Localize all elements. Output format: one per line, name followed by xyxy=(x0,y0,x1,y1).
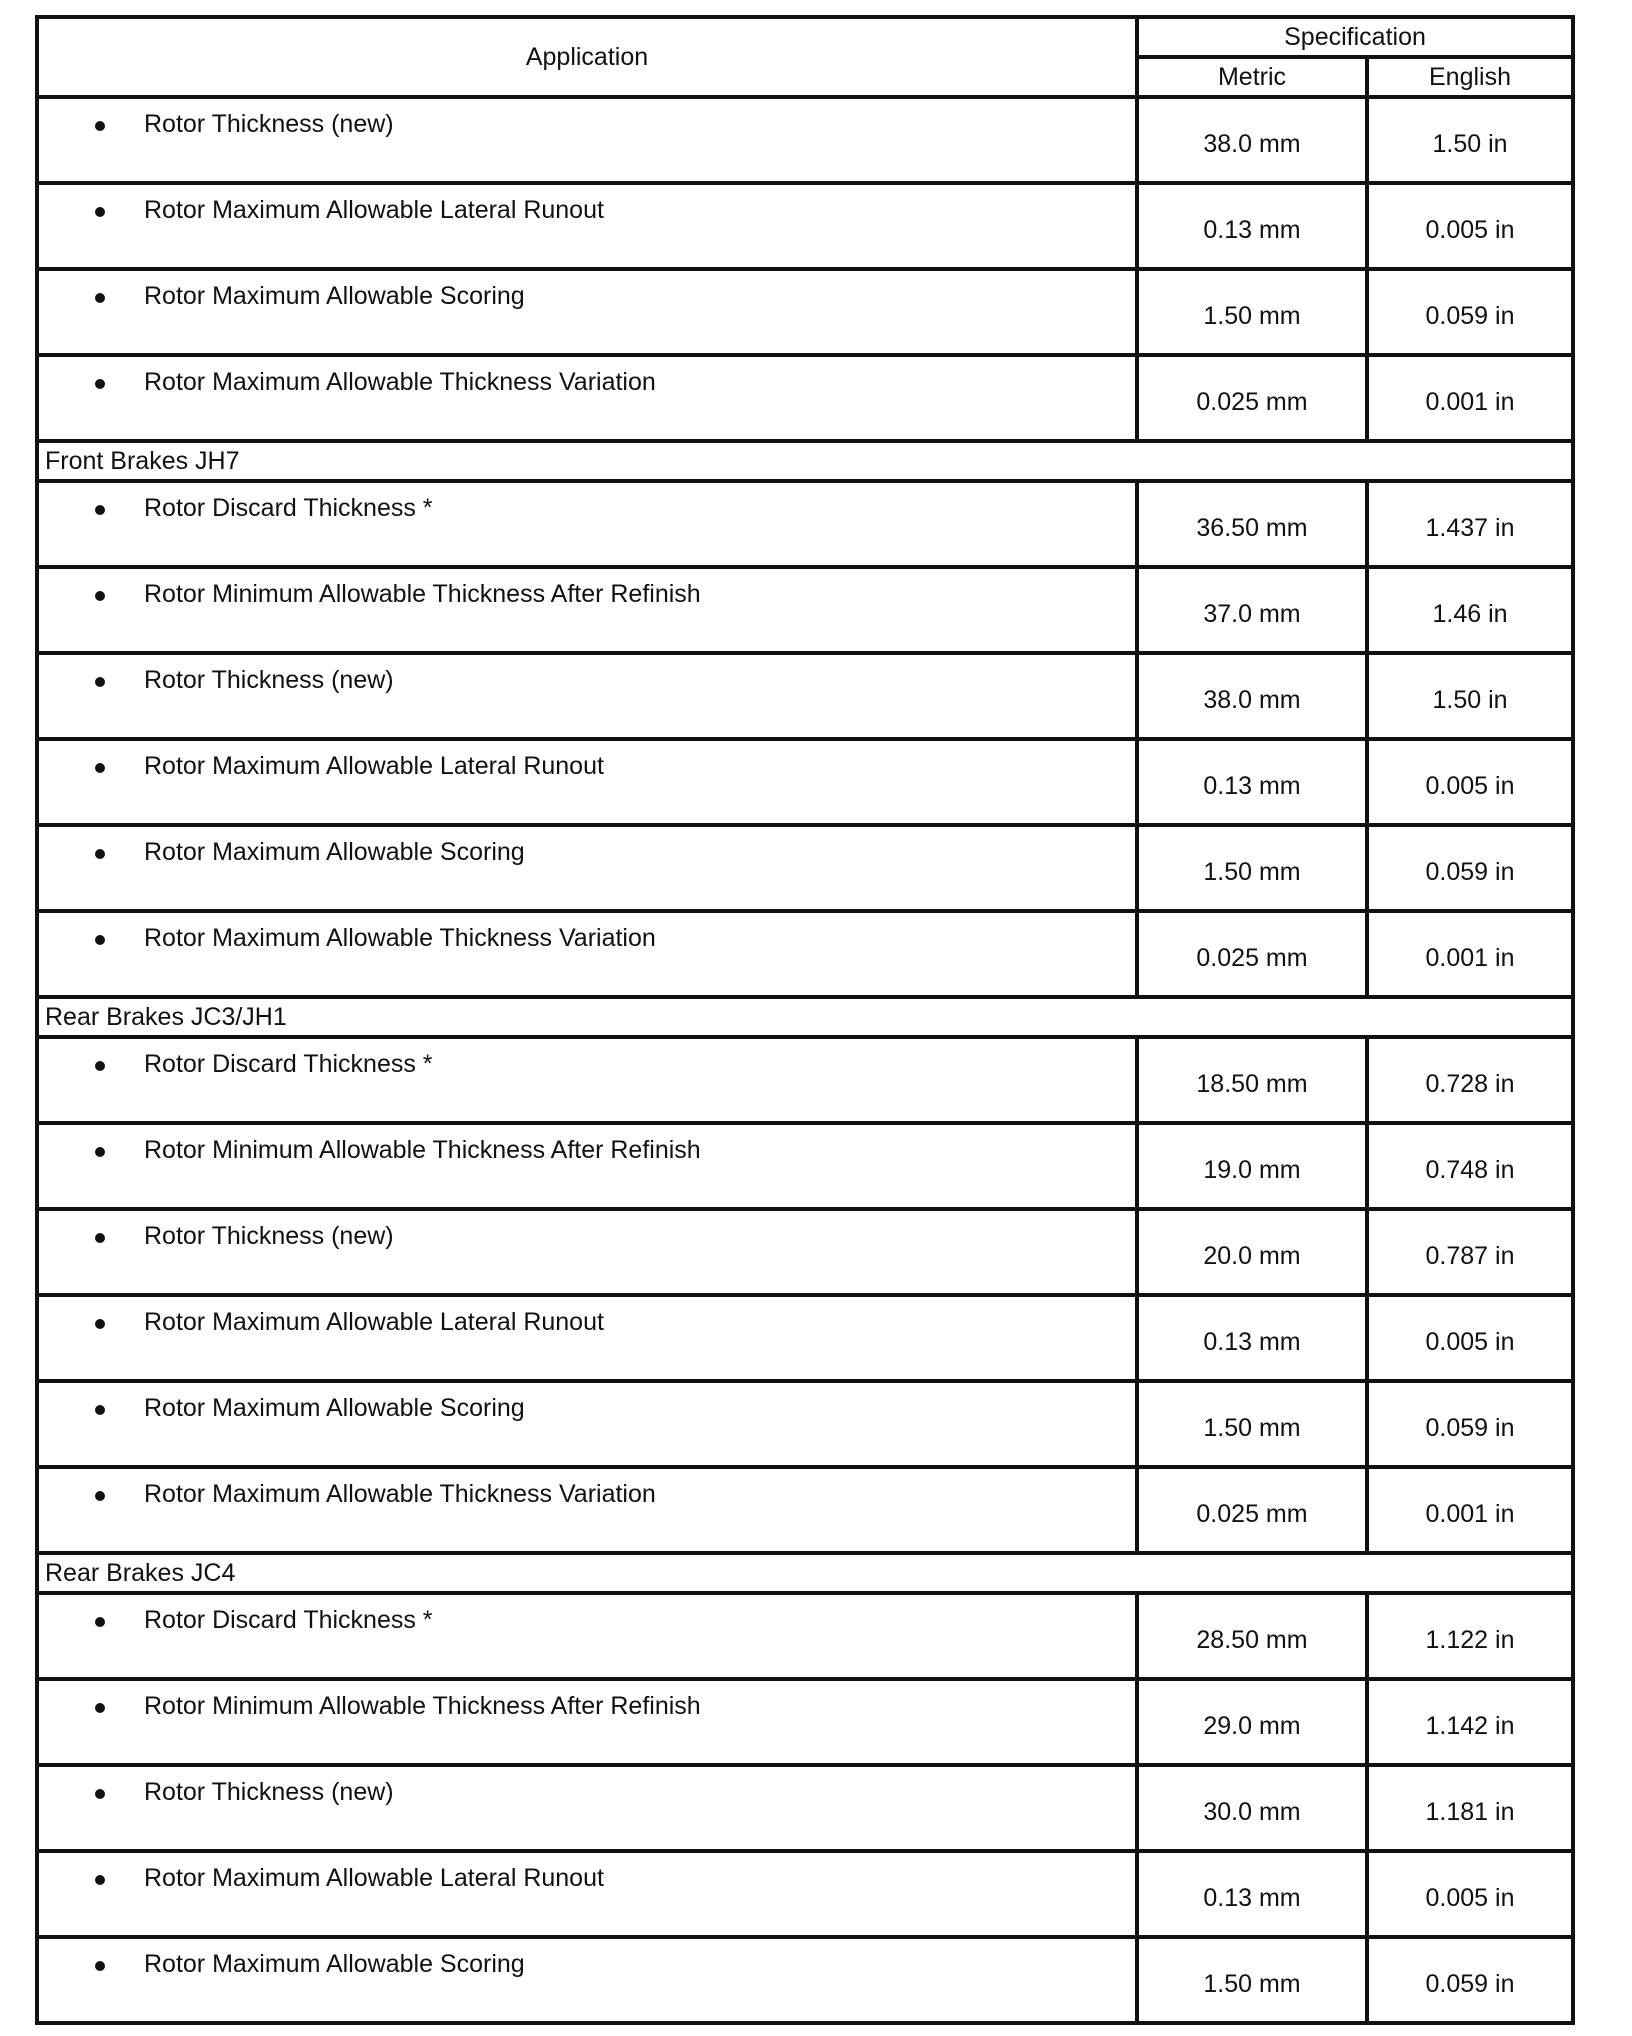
application-label: Rotor Maximum Allowable Lateral Runout xyxy=(144,196,604,224)
application-cell xyxy=(37,481,1137,567)
application-label: Rotor Minimum Allowable Thickness After Refinish xyxy=(144,1692,701,1720)
bullet-icon xyxy=(95,1789,105,1799)
bullet-icon xyxy=(95,1233,105,1243)
application-label: Rotor Thickness (new) xyxy=(144,110,394,138)
table-row xyxy=(37,1467,1573,1553)
section-row xyxy=(37,1553,1573,1593)
metric-value: 0.13 mm xyxy=(1137,739,1367,825)
english-value: 0.001 in xyxy=(1367,1467,1573,1553)
application-label: Rotor Discard Thickness * xyxy=(144,494,433,522)
metric-value: 0.025 mm xyxy=(1137,1467,1367,1553)
table-row xyxy=(37,1765,1573,1851)
table-row xyxy=(37,739,1573,825)
application-label: Rotor Maximum Allowable Scoring xyxy=(144,282,525,310)
bullet-icon xyxy=(95,935,105,945)
application-label: Rotor Maximum Allowable Lateral Runout xyxy=(144,752,604,780)
metric-value: 36.50 mm xyxy=(1137,481,1367,567)
english-value: 1.50 in xyxy=(1367,97,1573,183)
bullet-icon xyxy=(95,1961,105,1971)
metric-value: 18.50 mm xyxy=(1137,1037,1367,1123)
application-cell xyxy=(37,355,1137,441)
bullet-icon xyxy=(95,849,105,859)
application-cell xyxy=(37,1679,1137,1765)
section-label: Rear Brakes JC3/JH1 xyxy=(37,997,1573,1037)
bullet-icon xyxy=(95,121,105,131)
application-label: Rotor Minimum Allowable Thickness After Refinish xyxy=(144,1136,701,1164)
bullet-icon xyxy=(95,763,105,773)
section-row xyxy=(37,441,1573,481)
application-cell xyxy=(37,825,1137,911)
bullet-icon xyxy=(95,379,105,389)
english-value: 0.001 in xyxy=(1367,355,1573,441)
application-label: Rotor Maximum Allowable Lateral Runout xyxy=(144,1308,604,1336)
application-cell xyxy=(37,911,1137,997)
table-row xyxy=(37,1209,1573,1295)
english-value: 0.059 in xyxy=(1367,1937,1573,2023)
application-cell xyxy=(37,1937,1137,2023)
english-value: 1.122 in xyxy=(1367,1593,1573,1679)
english-header: English xyxy=(1367,57,1573,97)
application-cell xyxy=(37,1295,1137,1381)
bullet-icon xyxy=(95,1703,105,1713)
table-row xyxy=(37,97,1573,183)
bullet-icon xyxy=(95,505,105,515)
english-value: 0.001 in xyxy=(1367,911,1573,997)
metric-value: 1.50 mm xyxy=(1137,269,1367,355)
table-row xyxy=(37,1381,1573,1467)
application-label: Rotor Minimum Allowable Thickness After Refinish xyxy=(144,580,701,608)
metric-value: 28.50 mm xyxy=(1137,1593,1367,1679)
metric-value: 0.025 mm xyxy=(1137,355,1367,441)
application-label: Rotor Discard Thickness * xyxy=(144,1606,433,1634)
bullet-icon xyxy=(95,293,105,303)
application-cell xyxy=(37,1209,1137,1295)
application-cell xyxy=(37,183,1137,269)
english-value: 0.787 in xyxy=(1367,1209,1573,1295)
table-row xyxy=(37,183,1573,269)
table-body xyxy=(37,97,1573,2023)
english-value: 0.059 in xyxy=(1367,825,1573,911)
table-row xyxy=(37,1037,1573,1123)
table-row xyxy=(37,1679,1573,1765)
application-cell xyxy=(37,1037,1137,1123)
application-label: Rotor Maximum Allowable Scoring xyxy=(144,838,525,866)
metric-value: 19.0 mm xyxy=(1137,1123,1367,1209)
metric-value: 1.50 mm xyxy=(1137,1937,1367,2023)
metric-value: 0.13 mm xyxy=(1137,183,1367,269)
application-cell xyxy=(37,1765,1137,1851)
metric-value: 37.0 mm xyxy=(1137,567,1367,653)
table-row xyxy=(37,567,1573,653)
application-label: Rotor Thickness (new) xyxy=(144,666,394,694)
application-cell xyxy=(37,567,1137,653)
table-row xyxy=(37,653,1573,739)
english-value: 0.005 in xyxy=(1367,1295,1573,1381)
english-value: 0.005 in xyxy=(1367,739,1573,825)
english-value: 0.005 in xyxy=(1367,183,1573,269)
application-cell xyxy=(37,1467,1137,1553)
table-row xyxy=(37,1593,1573,1679)
application-cell xyxy=(37,1123,1137,1209)
specification-header: Specification xyxy=(1137,17,1573,57)
english-value: 0.059 in xyxy=(1367,1381,1573,1467)
table-row xyxy=(37,1123,1573,1209)
bullet-icon xyxy=(95,1875,105,1885)
metric-value: 1.50 mm xyxy=(1137,825,1367,911)
metric-value: 0.025 mm xyxy=(1137,911,1367,997)
english-value: 1.46 in xyxy=(1367,567,1573,653)
english-value: 0.748 in xyxy=(1367,1123,1573,1209)
application-cell xyxy=(37,1593,1137,1679)
metric-header: Metric xyxy=(1137,57,1367,97)
table-row xyxy=(37,825,1573,911)
metric-value: 20.0 mm xyxy=(1137,1209,1367,1295)
bullet-icon xyxy=(95,1491,105,1501)
english-value: 0.059 in xyxy=(1367,269,1573,355)
table-row xyxy=(37,1295,1573,1381)
application-cell xyxy=(37,269,1137,355)
bullet-icon xyxy=(95,1061,105,1071)
metric-value: 29.0 mm xyxy=(1137,1679,1367,1765)
section-row xyxy=(37,997,1573,1037)
bullet-icon xyxy=(95,1617,105,1627)
english-value: 0.728 in xyxy=(1367,1037,1573,1123)
application-label: Rotor Maximum Allowable Thickness Variation xyxy=(144,1480,656,1508)
section-label: Front Brakes JH7 xyxy=(37,441,1573,481)
english-value: 0.005 in xyxy=(1367,1851,1573,1937)
metric-value: 0.13 mm xyxy=(1137,1851,1367,1937)
table-row xyxy=(37,355,1573,441)
metric-value: 30.0 mm xyxy=(1137,1765,1367,1851)
bullet-icon xyxy=(95,1319,105,1329)
table-row xyxy=(37,911,1573,997)
metric-value: 38.0 mm xyxy=(1137,653,1367,739)
application-label: Rotor Maximum Allowable Scoring xyxy=(144,1394,525,1422)
bullet-icon xyxy=(95,591,105,601)
application-label: Rotor Maximum Allowable Scoring xyxy=(144,1950,525,1978)
section-label: Rear Brakes JC4 xyxy=(37,1553,1573,1593)
metric-value: 0.13 mm xyxy=(1137,1295,1367,1381)
metric-value: 38.0 mm xyxy=(1137,97,1367,183)
table-row xyxy=(37,1937,1573,2023)
specification-table xyxy=(35,15,1575,2025)
table-header xyxy=(37,17,1573,97)
table-row xyxy=(37,481,1573,567)
application-label: Rotor Discard Thickness * xyxy=(144,1050,433,1078)
application-label: Rotor Maximum Allowable Thickness Variation xyxy=(144,924,656,952)
application-cell xyxy=(37,739,1137,825)
application-label: Rotor Thickness (new) xyxy=(144,1778,394,1806)
table-row xyxy=(37,269,1573,355)
application-cell xyxy=(37,97,1137,183)
metric-value: 1.50 mm xyxy=(1137,1381,1367,1467)
application-label: Rotor Maximum Allowable Thickness Variation xyxy=(144,368,656,396)
english-value: 1.437 in xyxy=(1367,481,1573,567)
english-value: 1.50 in xyxy=(1367,653,1573,739)
application-label: Rotor Maximum Allowable Lateral Runout xyxy=(144,1864,604,1892)
application-cell xyxy=(37,653,1137,739)
application-header: Application xyxy=(37,17,1137,97)
table-row xyxy=(37,1851,1573,1937)
english-value: 1.142 in xyxy=(1367,1679,1573,1765)
bullet-icon xyxy=(95,677,105,687)
application-cell xyxy=(37,1851,1137,1937)
bullet-icon xyxy=(95,1405,105,1415)
english-value: 1.181 in xyxy=(1367,1765,1573,1851)
application-cell xyxy=(37,1381,1137,1467)
application-label: Rotor Thickness (new) xyxy=(144,1222,394,1250)
bullet-icon xyxy=(95,1147,105,1157)
bullet-icon xyxy=(95,207,105,217)
